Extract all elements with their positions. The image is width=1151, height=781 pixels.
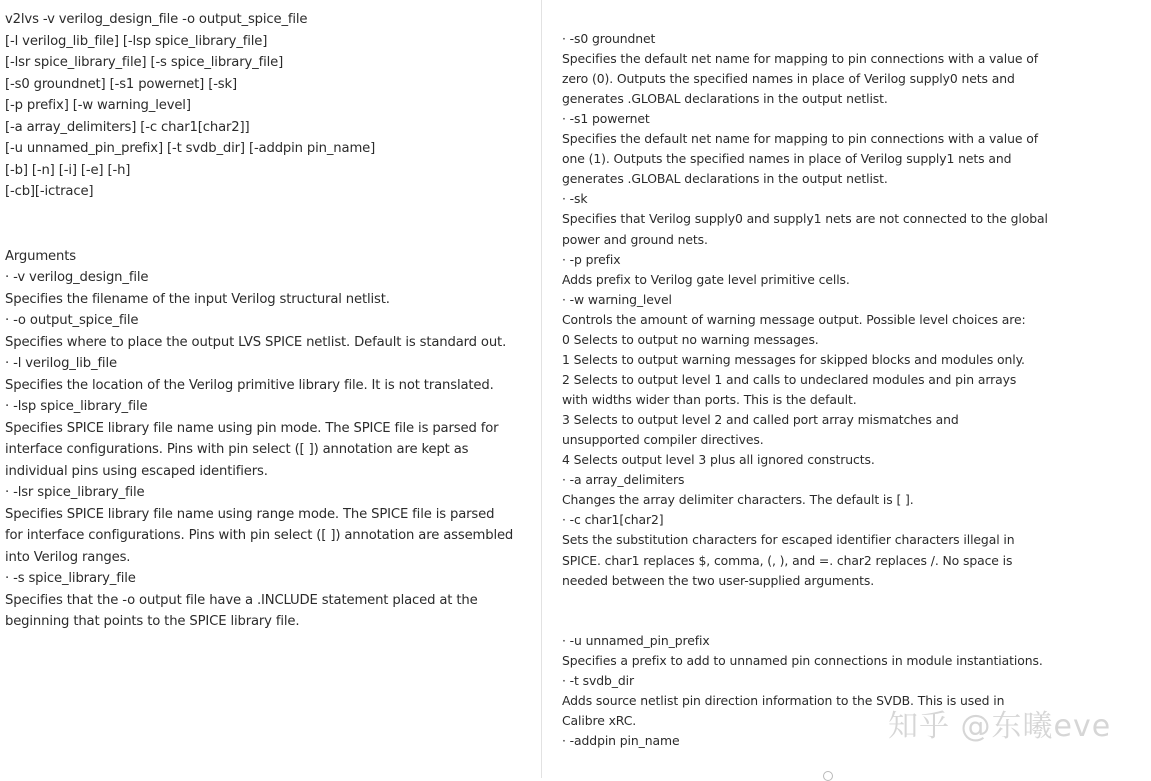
- watermark: 知乎 @东曦eve: [888, 709, 1112, 744]
- option-name: · -a array_delimiters: [562, 472, 685, 487]
- usage-line: [-u unnamed_pin_prefix] [-t svdb_dir] [-addpin pin_name]: [5, 141, 376, 156]
- level-choice: unsupported compiler directives.: [562, 432, 764, 447]
- option-name: · -s1 powernet: [562, 111, 650, 126]
- usage-line: [-a array_delimiters] [-c char1[char2]]: [5, 120, 250, 135]
- option-description: SPICE. char1 replaces $, comma, (, ), and =. char2 replaces /. No space is: [562, 553, 1013, 568]
- corner-circle-icon: [823, 771, 833, 781]
- option-description: individual pins using escaped identifiers.: [5, 464, 268, 479]
- option-name: · -c char1[char2]: [562, 512, 664, 527]
- usage-line: [-cb][-ictrace]: [5, 184, 94, 199]
- option-description: Specifies where to place the output LVS SPICE netlist. Default is standard out.: [5, 335, 507, 350]
- option-description: Specifies a prefix to add to unnamed pin connections in module instantiations.: [562, 653, 1043, 668]
- usage-line: v2lvs -v verilog_design_file -o output_spice_file: [5, 12, 308, 27]
- level-choice: 0 Selects to output no warning messages.: [562, 332, 819, 347]
- option-description: into Verilog ranges.: [5, 550, 131, 565]
- option-name: · -p prefix: [562, 252, 621, 267]
- option-description: one (1). Outputs the specified names in place of Verilog supply1 nets and: [562, 151, 1012, 166]
- option-name: · -lsr spice_library_file: [5, 485, 145, 500]
- level-choice: with widths wider than ports. This is the default.: [562, 392, 857, 407]
- option-name: · -addpin pin_name: [562, 733, 680, 748]
- option-name: · -u unnamed_pin_prefix: [562, 633, 710, 648]
- option-description: generates .GLOBAL declarations in the output netlist.: [562, 171, 888, 186]
- level-choice: 3 Selects to output level 2 and called port array mismatches and: [562, 412, 959, 427]
- option-description: Calibre xRC.: [562, 713, 637, 728]
- section-heading: Arguments: [5, 249, 76, 264]
- usage-line: [-l verilog_lib_file] [-lsp spice_library_file]: [5, 34, 268, 49]
- option-description: interface configurations. Pins with pin select ([ ]) annotation are kept as: [5, 442, 469, 457]
- option-description: needed between the two user-supplied arguments.: [562, 573, 875, 588]
- option-description: for interface configurations. Pins with pin select ([ ]) annotation are assembled: [5, 528, 514, 543]
- option-description: Sets the substitution characters for escaped identifier characters illegal in: [562, 532, 1015, 547]
- option-description: Controls the amount of warning message output. Possible level choices are:: [562, 312, 1026, 327]
- option-name: · -s0 groundnet: [562, 31, 656, 46]
- level-choice: 4 Selects output level 3 plus all ignored constructs.: [562, 452, 875, 467]
- option-name: · -o output_spice_file: [5, 313, 139, 328]
- option-description: Changes the array delimiter characters. The default is [ ].: [562, 492, 914, 507]
- option-description: power and ground nets.: [562, 232, 708, 247]
- option-description: Adds prefix to Verilog gate level primitive cells.: [562, 272, 850, 287]
- option-description: zero (0). Outputs the specified names in place of Verilog supply0 nets and: [562, 71, 1015, 86]
- option-name: · -t svdb_dir: [562, 673, 634, 688]
- level-choice: 1 Selects to output warning messages for skipped blocks and modules only.: [562, 352, 1025, 367]
- option-description: Specifies the location of the Verilog primitive library file. It is not translated.: [5, 378, 494, 393]
- option-description: Specifies that the -o output file have a .INCLUDE statement placed at the: [5, 593, 478, 608]
- option-name: · -sk: [562, 191, 588, 206]
- option-name: · -w warning_level: [562, 292, 672, 307]
- option-name: · -v verilog_design_file: [5, 270, 149, 285]
- option-description: Adds source netlist pin direction information to the SVDB. This is used in: [562, 693, 1005, 708]
- column-divider: [541, 0, 542, 778]
- option-name: · -l verilog_lib_file: [5, 356, 117, 371]
- option-description: Specifies the default net name for mapping to pin connections with a value of: [562, 131, 1038, 146]
- option-name: · -lsp spice_library_file: [5, 399, 148, 414]
- option-description: Specifies SPICE library file name using range mode. The SPICE file is parsed: [5, 507, 495, 522]
- usage-line: [-b] [-n] [-i] [-e] [-h]: [5, 163, 131, 178]
- level-choice: 2 Selects to output level 1 and calls to undeclared modules and pin arrays: [562, 372, 1017, 387]
- option-description: beginning that points to the SPICE library file.: [5, 614, 300, 629]
- option-description: Specifies the filename of the input Verilog structural netlist.: [5, 292, 390, 307]
- option-name: · -s spice_library_file: [5, 571, 136, 586]
- option-description: Specifies SPICE library file name using pin mode. The SPICE file is parsed for: [5, 421, 499, 436]
- usage-line: [-p prefix] [-w warning_level]: [5, 98, 191, 113]
- usage-line: [-lsr spice_library_file] [-s spice_library_file]: [5, 55, 284, 70]
- option-description: Specifies that Verilog supply0 and supply1 nets are not connected to the global: [562, 211, 1048, 226]
- usage-line: [-s0 groundnet] [-s1 powernet] [-sk]: [5, 77, 238, 92]
- option-description: generates .GLOBAL declarations in the output netlist.: [562, 91, 888, 106]
- option-description: Specifies the default net name for mapping to pin connections with a value of: [562, 51, 1038, 66]
